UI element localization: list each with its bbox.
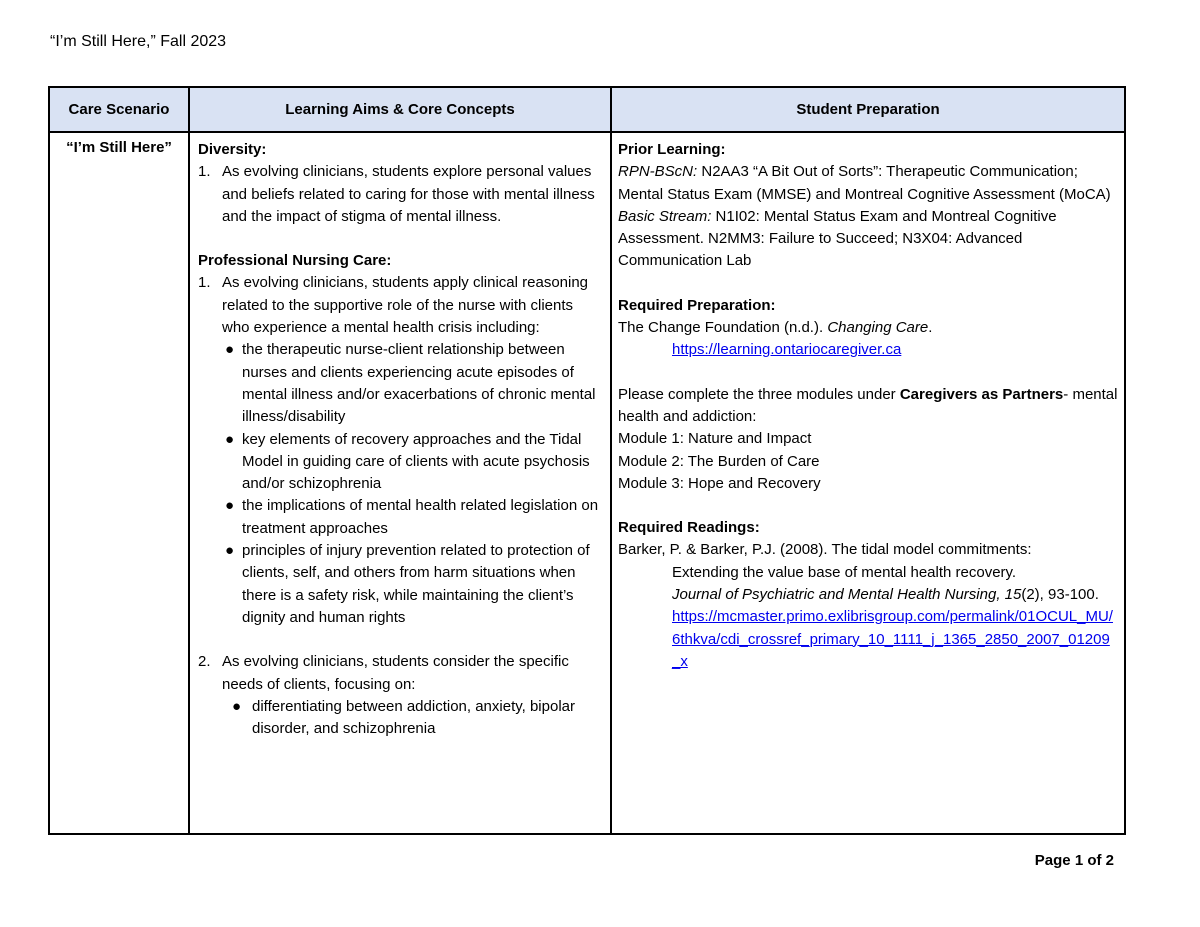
- reading-citation-line1: Barker, P. & Barker, P.J. (2008). The tidal model commitments:: [618, 541, 1032, 559]
- bullet-text: differentiating between addiction, anxiety, bipolar disorder, and schizophrenia: [252, 697, 575, 738]
- rpn-bscn-paragraph: [618, 161, 1118, 206]
- list-item: Module 1: Nature and Impact: [618, 430, 812, 448]
- reading-citation-continuation: [618, 562, 1118, 673]
- reading-citation-line2: Extending the value base of mental health recovery.: [672, 563, 1017, 581]
- care-scenario-table: [48, 86, 1126, 835]
- table-header-row: [49, 87, 1125, 132]
- bullet-icon: ●: [225, 341, 235, 359]
- tidal-model-article-link[interactable]: https://mcmaster.primo.exlibrisgroup.com/permalink/01OCUL_MU/6thkva/cdi_crossref_primary_10_1111_j_1365_2850_2007_01209_x: [672, 608, 1113, 670]
- list-item: Module 2: The Burden of Care: [618, 452, 820, 470]
- bullet-text: the therapeutic nurse-client relationship between nurses and clients experiencing acute episodes of mental illness and/or exacerbations of chronic mental illness/disability: [242, 341, 596, 426]
- scenario-cell: [49, 132, 189, 834]
- diversity-heading: Diversity:: [198, 141, 267, 158]
- bullet-text: key elements of recovery approaches and the Tidal Model in guiding care of clients with acute psychosis and/or schizophrenia: [242, 430, 590, 493]
- modules-instructions: [618, 384, 1118, 429]
- pnc-item-2: [198, 651, 602, 696]
- document-header: “I’m Still Here,” Fall 2023: [50, 33, 227, 50]
- change-foundation-citation: [618, 317, 1118, 339]
- modules-tail: - mental health and addiction:: [618, 385, 1118, 425]
- professional-nursing-care-heading: Professional Nursing Care:: [198, 252, 392, 270]
- header-student-preparation: Student Preparation: [611, 87, 1125, 132]
- citation-title: Changing Care: [827, 319, 929, 337]
- modules-bold: Caregivers as Partners: [899, 385, 1064, 403]
- citation-author: The Change Foundation (n.d.).: [618, 319, 824, 337]
- reading-link-line: [672, 606, 1118, 673]
- learning-aims-cell: [189, 132, 611, 834]
- learning-link-line: [618, 339, 1118, 361]
- bullet-icon: ●: [225, 430, 235, 448]
- table-row: [49, 132, 1125, 834]
- header-care-scenario: Care Scenario: [49, 87, 189, 132]
- item-text: As evolving clinicians, students apply clinical reasoning related to the supportive role of the nurse with clients who experience a mental health crisis including:: [222, 274, 589, 337]
- modules-intro: Please complete the three modules under: [618, 385, 896, 403]
- bullet-text: the implications of mental health related legislation on treatment approaches: [242, 497, 599, 537]
- header-learning-aims: Learning Aims & Core Concepts: [189, 87, 611, 132]
- bullet-text: principles of injury prevention related to protection of clients, self, and others from harm situations when there is a safety risk, while maintaining the client’s dignity and human rights: [242, 542, 590, 626]
- citation-period: .: [928, 319, 933, 337]
- bullet-icon: ●: [225, 497, 235, 515]
- required-preparation-heading: Required Preparation:: [618, 296, 776, 314]
- pnc-item-1: [198, 272, 602, 339]
- journal-issue: (2), 93-100.: [1021, 586, 1099, 604]
- diversity-item: [198, 161, 602, 228]
- item-number: 1.: [198, 163, 211, 181]
- scenario-name: “I’m Still Here”: [66, 139, 172, 156]
- page-number: Page 1 of 2: [1034, 852, 1114, 869]
- student-preparation-cell: [611, 132, 1125, 834]
- list-item: [198, 540, 602, 629]
- item-text: As evolving clinicians, students explore personal values and beliefs related to caring for those with mental illness and the impact of stigma of mental illness.: [222, 163, 595, 225]
- list-item: [198, 696, 602, 741]
- bullet-icon: ●: [225, 542, 235, 560]
- journal-reference: [672, 584, 1118, 606]
- list-item: [198, 495, 602, 540]
- list-item: [198, 339, 602, 428]
- item-number: 2.: [198, 653, 211, 671]
- journal-name: Journal of Psychiatric and Mental Health Nursing, 15: [672, 586, 1022, 604]
- item-number: 1.: [198, 274, 211, 292]
- item-text: As evolving clinicians, students consider the specific needs of clients, focusing on:: [222, 653, 569, 693]
- rpn-label: RPN-BScN:: [618, 163, 698, 181]
- rpn-text: N2AA3 “A Bit Out of Sorts”: Therapeutic Communication; Mental Status Exam (MMSE) and Montreal Cognitive Assessment (MoCA): [618, 163, 1111, 203]
- prior-learning-heading: Prior Learning:: [618, 141, 726, 158]
- list-item: Module 3: Hope and Recovery: [618, 474, 821, 492]
- required-readings-heading: Required Readings:: [618, 519, 760, 537]
- bullet-icon: ●: [232, 697, 242, 715]
- basic-label: Basic Stream:: [618, 207, 712, 225]
- basic-stream-paragraph: [618, 206, 1118, 273]
- list-item: [198, 429, 602, 496]
- ontario-caregiver-link[interactable]: https://learning.ontariocaregiver.ca: [672, 341, 902, 359]
- basic-text: N1I02: Mental Status Exam and Montreal Cognitive Assessment. N2MM3: Failure to Succeed; N3X04: Advanced Communication Lab: [618, 207, 1057, 270]
